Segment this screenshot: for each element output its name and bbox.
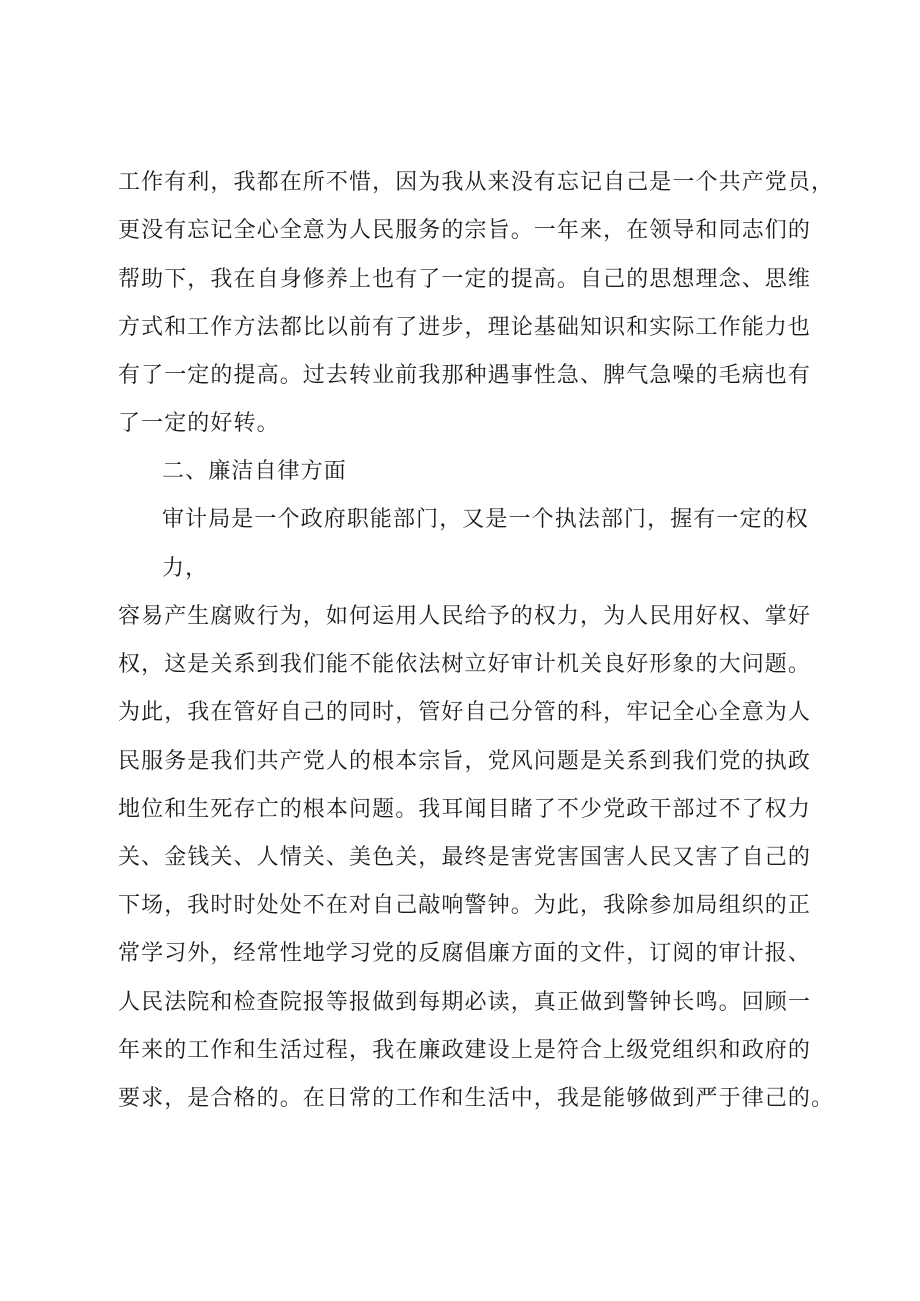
paragraph-line: 常学习外，经常性地学习党的反腐倡廉方面的文件，订阅的审计报、 [118,941,812,966]
paragraph-line: 审计局是一个政府职能部门，又是一个执法部门，握有一定的权 [162,507,809,532]
paragraph-line: 年来的工作和生活过程，我在廉政建设上是符合上级党组织和政府的 [118,1038,812,1063]
paragraph-line: 下场，我时时处处不在对自己敲响警钟。为此，我除参加局组织的正 [118,893,812,918]
paragraph-line: 力， [162,556,209,581]
paragraph-line: 关、金钱关、人情关、美色关，最终是害党害国害人民又害了自己的 [118,845,812,870]
paragraph-line: 民服务是我们共产党人的根本宗旨，党风问题是关系到我们党的执政 [118,749,812,774]
paragraph-line: 更没有忘记全心全意为人民服务的宗旨。一年来，在领导和同志们的 [118,218,812,243]
paragraph-line: 要求，是合格的。在日常的工作和生活中，我是能够做到严于律己的。 [118,1086,835,1111]
paragraph-line: 地位和生死存亡的根本问题。我耳闻目睹了不少党政干部过不了权力 [118,797,812,822]
section-heading: 二、廉洁自律方面 [162,459,347,484]
paragraph-line: 为此，我在管好自己的同时，管好自己分管的科，牢记全心全意为人 [118,700,812,725]
paragraph-line: 方式和工作方法都比以前有了进步，理论基础知识和实际工作能力也 [118,315,812,340]
paragraph-line: 工作有利，我都在所不惜，因为我从来没有忘记自己是一个共产党员， [118,170,835,195]
paragraph-line: 有了一定的提高。过去转业前我那种遇事性急、脾气急噪的毛病也有 [118,363,812,388]
paragraph-line: 了一定的好转。 [118,411,280,436]
paragraph-line: 帮助下，我在自身修养上也有了一定的提高。自己的思想理念、思维 [118,267,812,292]
paragraph-line: 容易产生腐败行为，如何运用人民给予的权力，为人民用好权、掌好 [118,604,812,629]
paragraph-line: 人民法院和检查院报等报做到每期必读，真正做到警钟长鸣。回顾一 [118,990,812,1015]
paragraph-line: 权，这是关系到我们能不能依法树立好审计机关良好形象的大问题。 [118,652,812,677]
